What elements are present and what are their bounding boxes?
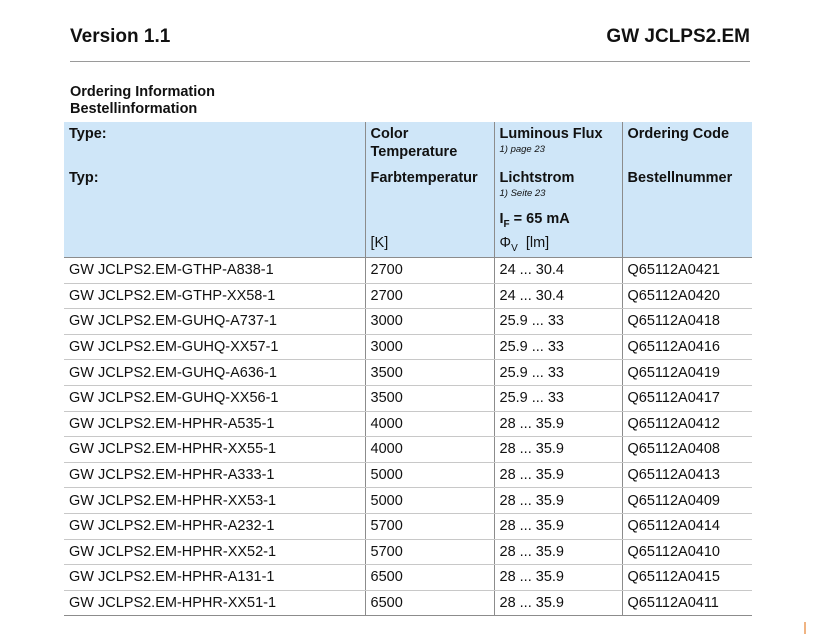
- cell-color-temperature: 5700: [365, 513, 494, 539]
- cell-ordering-code: Q65112A0414: [622, 513, 752, 539]
- cell-luminous-flux: 28 ... 35.9: [494, 437, 622, 463]
- cell-color-temperature: 6500: [365, 565, 494, 591]
- flux-unit: $\Phi_V$ [lm]: [494, 234, 622, 258]
- cell-type: GW JCLPS2.EM-HPHR-XX55-1: [64, 437, 365, 463]
- flux-footnote-en: 1) page 23: [499, 144, 545, 155]
- header-type-en: Type:: [64, 122, 365, 169]
- cell-color-temperature: 2700: [365, 283, 494, 309]
- header-flux-de: Lichtstrom 1) Seite 23: [494, 169, 622, 211]
- cell-luminous-flux: 28 ... 35.9: [494, 488, 622, 514]
- table-row: [64, 539, 752, 565]
- cell-type: GW JCLPS2.EM-GUHQ-A737-1: [64, 309, 365, 335]
- table-row: [64, 385, 752, 411]
- cell-luminous-flux: 28 ... 35.9: [494, 513, 622, 539]
- cell-luminous-flux: 28 ... 35.9: [494, 411, 622, 437]
- table-row: [64, 513, 752, 539]
- table-row: [64, 309, 752, 335]
- cell-type: GW JCLPS2.EM-GUHQ-A636-1: [64, 360, 365, 386]
- cell-ordering-code: Q65112A0416: [622, 334, 752, 360]
- cell-luminous-flux: 28 ... 35.9: [494, 462, 622, 488]
- cell-ordering-code: Q65112A0415: [622, 565, 752, 591]
- cell-ordering-code: Q65112A0410: [622, 539, 752, 565]
- section-title-en: Ordering Information: [70, 84, 215, 100]
- header-order-de: Bestellnummer: [622, 169, 752, 211]
- header-row-de: [64, 169, 752, 211]
- cell-type: GW JCLPS2.EM-HPHR-A232-1: [64, 513, 365, 539]
- table-row: [64, 565, 752, 591]
- color-unit: [K]: [365, 234, 494, 258]
- table-header: [64, 122, 752, 258]
- cell-type: GW JCLPS2.EM-HPHR-XX51-1: [64, 590, 365, 616]
- table-row: [64, 258, 752, 284]
- cell-color-temperature: 4000: [365, 411, 494, 437]
- cell-luminous-flux: 25.9 ... 33: [494, 334, 622, 360]
- cell-luminous-flux: 25.9 ... 33: [494, 360, 622, 386]
- cell-color-temperature: 6500: [365, 590, 494, 616]
- cell-type: GW JCLPS2.EM-GUHQ-XX57-1: [64, 334, 365, 360]
- cell-color-temperature: 5700: [365, 539, 494, 565]
- cell-type: GW JCLPS2.EM-GUHQ-XX56-1: [64, 385, 365, 411]
- cell-type: GW JCLPS2.EM-GTHP-XX58-1: [64, 283, 365, 309]
- table-row: [64, 462, 752, 488]
- header-color-de: Farbtemperatur: [365, 169, 494, 211]
- cell-luminous-flux: 24 ... 30.4: [494, 258, 622, 284]
- section-title-de: Bestellinformation: [70, 101, 198, 117]
- ordering-table: [64, 122, 752, 616]
- cell-ordering-code: Q65112A0411: [622, 590, 752, 616]
- cell-luminous-flux: 28 ... 35.9: [494, 539, 622, 565]
- cell-luminous-flux: 25.9 ... 33: [494, 385, 622, 411]
- cell-ordering-code: Q65112A0413: [622, 462, 752, 488]
- cell-type: GW JCLPS2.EM-HPHR-XX52-1: [64, 539, 365, 565]
- cell-type: GW JCLPS2.EM-HPHR-A333-1: [64, 462, 365, 488]
- cell-ordering-code: Q65112A0412: [622, 411, 752, 437]
- cell-ordering-code: Q65112A0420: [622, 283, 752, 309]
- cell-ordering-code: Q65112A0409: [622, 488, 752, 514]
- cell-type: GW JCLPS2.EM-HPHR-A131-1: [64, 565, 365, 591]
- flux-footnote-de: 1) Seite 23: [499, 188, 546, 199]
- section-title: [70, 84, 215, 118]
- cell-luminous-flux: 28 ... 35.9: [494, 590, 622, 616]
- header-flux-en: Luminous Flux 1) page 23: [494, 122, 622, 169]
- table-row: [64, 590, 752, 616]
- table-row: [64, 437, 752, 463]
- header-color-en: Color Temperature: [365, 122, 494, 169]
- table-row: [64, 360, 752, 386]
- header-divider: [70, 61, 750, 62]
- cell-type: GW JCLPS2.EM-HPHR-XX53-1: [64, 488, 365, 514]
- cell-type: GW JCLPS2.EM-HPHR-A535-1: [64, 411, 365, 437]
- header-row-units: [64, 234, 752, 258]
- product-name: GW JCLPS2.EM: [606, 26, 750, 47]
- cell-color-temperature: 5000: [365, 488, 494, 514]
- header-order-en: Ordering Code: [622, 122, 752, 169]
- cell-color-temperature: 3500: [365, 385, 494, 411]
- cell-ordering-code: Q65112A0421: [622, 258, 752, 284]
- cell-color-temperature: 4000: [365, 437, 494, 463]
- table-row: [64, 411, 752, 437]
- cell-color-temperature: 3000: [365, 334, 494, 360]
- cell-luminous-flux: 24 ... 30.4: [494, 283, 622, 309]
- cell-ordering-code: Q65112A0419: [622, 360, 752, 386]
- cell-ordering-code: Q65112A0418: [622, 309, 752, 335]
- cell-ordering-code: Q65112A0417: [622, 385, 752, 411]
- table-row: [64, 283, 752, 309]
- cell-ordering-code: Q65112A0408: [622, 437, 752, 463]
- cell-color-temperature: 3500: [365, 360, 494, 386]
- edge-mark: [804, 622, 806, 634]
- table-body: [64, 258, 752, 616]
- header-row-en: [64, 122, 752, 169]
- cell-type: GW JCLPS2.EM-GTHP-A838-1: [64, 258, 365, 284]
- cell-luminous-flux: 28 ... 35.9: [494, 565, 622, 591]
- cell-luminous-flux: 25.9 ... 33: [494, 309, 622, 335]
- header-row-condition: [64, 211, 752, 234]
- table-row: [64, 334, 752, 360]
- cell-color-temperature: 3000: [365, 309, 494, 335]
- version-label: Version 1.1: [70, 26, 171, 47]
- test-current: $I_F = 65$ mA: [494, 211, 622, 234]
- header-type-de: Typ:: [64, 169, 365, 211]
- cell-color-temperature: 2700: [365, 258, 494, 284]
- table-row: [64, 488, 752, 514]
- cell-color-temperature: 5000: [365, 462, 494, 488]
